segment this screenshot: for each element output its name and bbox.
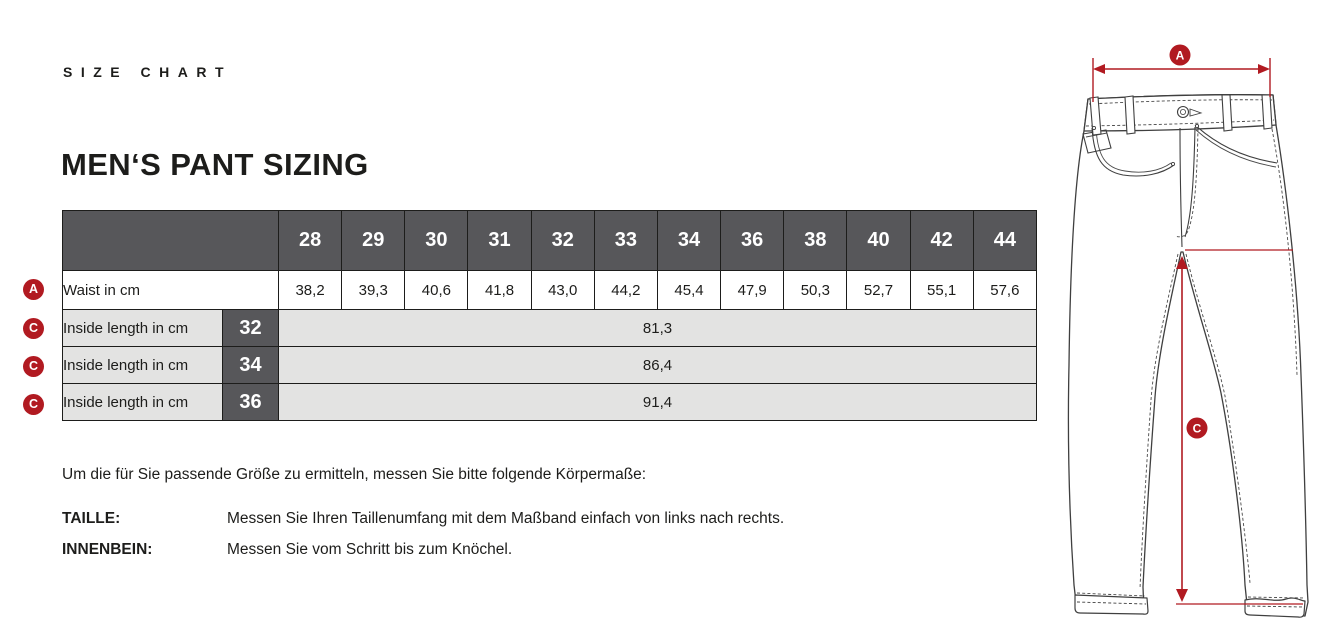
measure-badge-a: A [23, 279, 44, 300]
corner-cell [63, 211, 279, 271]
size-col-header: 42 [910, 211, 973, 271]
sizing-table [62, 210, 1037, 421]
size-col-header: 36 [721, 211, 784, 271]
waist-value-cell: 45,4 [657, 271, 720, 310]
size-col-header: 28 [279, 211, 342, 271]
size-header-row [63, 211, 1037, 271]
definition-term: TAILLE: [62, 510, 121, 527]
waist-value-cell: 50,3 [784, 271, 847, 310]
inside-length-size: 32 [223, 310, 279, 347]
size-col-header: 40 [847, 211, 910, 271]
waist-value-cell: 40,6 [405, 271, 468, 310]
definition-description: Messen Sie vom Schritt bis zum Knöchel. [227, 541, 513, 558]
inside-length-label: Inside length in cm [63, 347, 223, 384]
inside-length-value: 81,3 [279, 310, 1037, 347]
size-col-header: 31 [468, 211, 531, 271]
waist-row-label: Waist in cm [63, 271, 279, 310]
inside-length-size: 34 [223, 347, 279, 384]
inside-length-value: 91,4 [279, 384, 1037, 421]
waist-value-cell: 41,8 [468, 271, 531, 310]
definition-row-taille [62, 510, 784, 528]
pants-outline [1068, 95, 1308, 616]
waist-row [63, 271, 1037, 310]
waist-value-cell: 39,3 [342, 271, 405, 310]
size-col-header: 38 [784, 211, 847, 271]
definition-term: INNENBEIN: [62, 541, 153, 558]
waist-value-cell: 57,6 [973, 271, 1036, 310]
waist-value-cell: 52,7 [847, 271, 910, 310]
pants-diagram [1055, 25, 1319, 632]
measure-badge-c: C [23, 356, 44, 377]
waist-value-cell: 44,2 [594, 271, 657, 310]
size-col-header: 30 [405, 211, 468, 271]
measure-a-annotation [1093, 45, 1270, 103]
measure-badge-c: C [23, 394, 44, 415]
definition-row-innenbein [62, 541, 512, 559]
instructions-intro: Um die für Sie passende Größe zu ermitteln, messen Sie bitte folgende Körpermaße: [62, 466, 647, 483]
waist-value-cell: 47,9 [721, 271, 784, 310]
size-col-header: 33 [594, 211, 657, 271]
inside-length-row [63, 347, 1037, 384]
waist-value-cell: 38,2 [279, 271, 342, 310]
inside-length-row [63, 310, 1037, 347]
inside-length-label: Inside length in cm [63, 310, 223, 347]
size-col-header: 29 [342, 211, 405, 271]
size-col-header: 32 [531, 211, 594, 271]
inside-length-row [63, 384, 1037, 421]
size-col-header: 44 [973, 211, 1036, 271]
measure-badge-c: C [23, 318, 44, 339]
waist-value-cell: 43,0 [531, 271, 594, 310]
inside-length-label: Inside length in cm [63, 384, 223, 421]
page-title: MEN‘S PANT SIZING [61, 147, 369, 182]
inside-length-value: 86,4 [279, 347, 1037, 384]
inside-length-size: 36 [223, 384, 279, 421]
size-col-header: 34 [657, 211, 720, 271]
waist-value-cell: 55,1 [910, 271, 973, 310]
diagram-label-a: A [1175, 48, 1185, 63]
definition-description: Messen Sie Ihren Taillenumfang mit dem Maßband einfach von links nach rechts. [227, 510, 785, 527]
eyebrow-text: SIZE CHART [63, 64, 232, 80]
diagram-label-c: C [1192, 421, 1202, 436]
